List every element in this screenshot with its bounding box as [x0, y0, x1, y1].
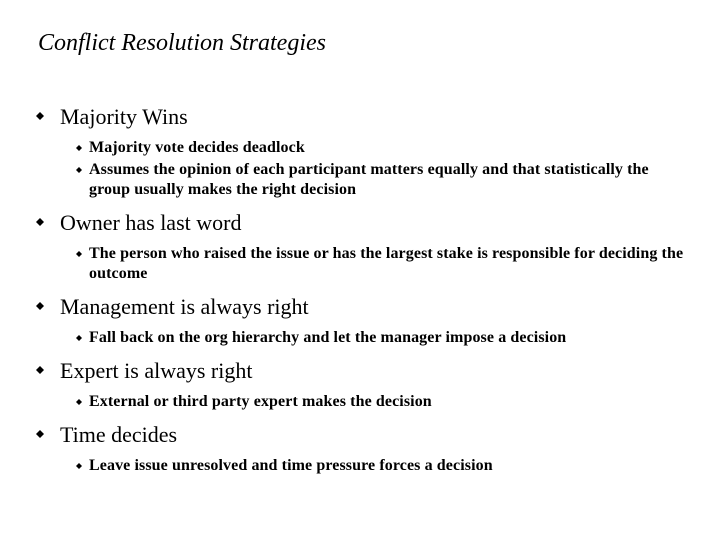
strategy-detail-text: Assumes the opinion of each participant matters equally and that statistically the group usually makes the right decision: [89, 161, 649, 198]
strategy-label: Expert is always right: [60, 358, 253, 383]
strategy-detail-item: [76, 244, 696, 284]
strategy-details: [36, 138, 696, 200]
small-diamond-bullet-icon: [76, 145, 82, 151]
strategy-label: Time decides: [60, 422, 178, 447]
strategy-item-owner-has-last-word: [36, 210, 696, 236]
strategy-item-management-is-always-right: [36, 294, 696, 320]
strategy-detail-text: Fall back on the org hierarchy and let the manager impose a decision: [89, 329, 567, 346]
strategy-detail-item: [76, 138, 696, 158]
strategy-details: [36, 328, 696, 348]
slide-title: Conflict Resolution Strategies: [38, 30, 326, 56]
strategy-detail-text: Majority vote decides deadlock: [89, 139, 305, 156]
strategy-details: [36, 244, 696, 284]
strategy-detail-text: The person who raised the issue or has the largest stake is responsible for deciding the outcome: [89, 245, 684, 282]
strategy-label: Majority Wins: [60, 104, 188, 129]
strategy-item-expert-is-always-right: [36, 358, 696, 384]
strategy-label: Management is always right: [60, 294, 309, 319]
diamond-bullet-icon: [36, 302, 44, 310]
strategy-detail-text: External or third party expert makes the decision: [89, 393, 432, 410]
strategy-label: Owner has last word: [60, 210, 242, 235]
strategy-detail-item: [76, 392, 696, 412]
strategy-detail-item: [76, 328, 696, 348]
small-diamond-bullet-icon: [76, 251, 82, 257]
diamond-bullet-icon: [36, 218, 44, 226]
strategy-detail-text: Leave issue unresolved and time pressure forces a decision: [89, 457, 493, 474]
small-diamond-bullet-icon: [76, 399, 82, 405]
strategy-detail-item: [76, 160, 696, 200]
strategy-details: [36, 456, 696, 476]
strategy-item-majority-wins: [36, 104, 696, 130]
small-diamond-bullet-icon: [76, 335, 82, 341]
strategy-item-time-decides: [36, 422, 696, 448]
strategy-list: [36, 104, 696, 476]
small-diamond-bullet-icon: [76, 167, 82, 173]
strategy-details: [36, 392, 696, 412]
small-diamond-bullet-icon: [76, 463, 82, 469]
diamond-bullet-icon: [36, 112, 44, 120]
strategy-detail-item: [76, 456, 696, 476]
diamond-bullet-icon: [36, 366, 44, 374]
diamond-bullet-icon: [36, 430, 44, 438]
